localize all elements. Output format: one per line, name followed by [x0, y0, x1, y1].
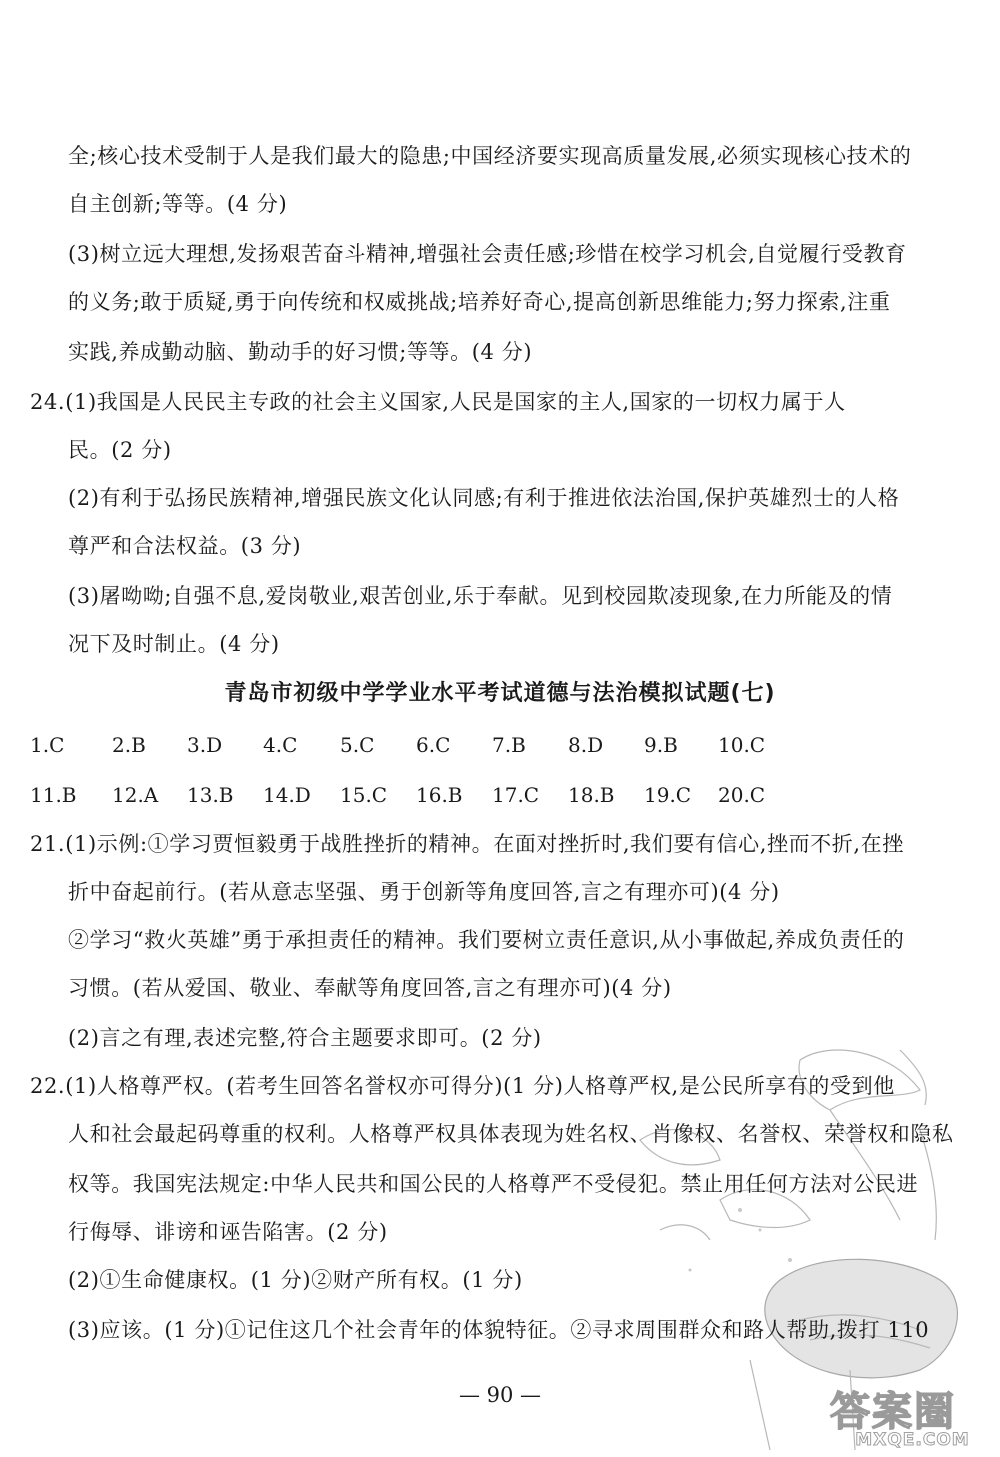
choice-answer: 11.B [30, 783, 77, 807]
choice-answer: 15.C [340, 783, 388, 807]
answer-text-line: 尊严和合法权益。(3 分) [68, 534, 302, 558]
choice-answer: 19.C [644, 783, 692, 807]
answer-text-line: 的义务;敢于质疑,勇于向传统和权威挑战;培养好奇心,提高创新思维能力;努力探索,注重 [68, 290, 891, 314]
answer-text-line: 行侮辱、诽谤和诬告陷害。(2 分) [68, 1220, 388, 1244]
choice-answer: 20.C [718, 783, 766, 807]
watermark-logo [830, 1380, 995, 1455]
choice-answer: 16.B [416, 783, 463, 807]
answer-text-line: (3)应该。(1 分)①记住这几个社会青年的体貌特征。②寻求周围群众和路人帮助,拨打 110 [68, 1318, 930, 1342]
choice-answer: 5.C [340, 733, 375, 757]
choice-answer: 8.D [568, 733, 604, 757]
choice-answer: 3.D [187, 733, 223, 757]
answer-text-line: (3)屠呦呦;自强不息,爱岗敬业,艰苦创业,乐于奉献。见到校园欺凌现象,在力所能及的情 [68, 584, 893, 608]
answer-text-line: (2)①生命健康权。(1 分)②财产所有权。(1 分) [68, 1268, 523, 1292]
choice-answer: 14.D [263, 783, 311, 807]
answer-text-line: 权等。我国宪法规定:中华人民共和国公民的人格尊严不受侵犯。禁止用任何方法对公民进 [68, 1172, 919, 1196]
choice-answer: 1.C [30, 733, 65, 757]
choice-answer: 4.C [263, 733, 298, 757]
answer-text-line: (2)有利于弘扬民族精神,增强民族文化认同感;有利于推进依法治国,保护英雄烈士的人格 [68, 486, 900, 510]
answer-text-line: (3)树立远大理想,发扬艰苦奋斗精神,增强社会责任感;珍惜在校学习机会,自觉履行受教育 [68, 242, 907, 266]
question-24-answer: 24.(1)我国是人民民主专政的社会主义国家,人民是国家的主人,国家的一切权力属于人 [30, 390, 846, 414]
choice-answer: 7.B [492, 733, 526, 757]
answer-text-line: 民。(2 分) [68, 438, 172, 462]
choice-answer: 10.C [718, 733, 766, 757]
answer-text-line: 自主创新;等等。(4 分) [68, 192, 288, 216]
choice-answer: 2.B [112, 733, 146, 757]
answer-text-line: 习惯。(若从爱国、敬业、奉献等角度回答,言之有理亦可)(4 分) [68, 976, 672, 1000]
answer-text-line: 人和社会最起码尊重的权利。人格尊严权具体表现为姓名权、肖像权、名誉权、荣誉权和隐私 [68, 1122, 954, 1146]
choice-answer: 6.C [416, 733, 451, 757]
answer-text-line: 况下及时制止。(4 分) [68, 632, 280, 656]
choice-answers-row-1 [30, 730, 990, 760]
choice-answer: 17.C [492, 783, 540, 807]
watermark-logo-text: 答案圈 [830, 1389, 956, 1435]
choice-answer: 12.A [112, 783, 159, 807]
answer-text-line: 实践,养成勤动脑、勤动手的好习惯;等等。(4 分) [68, 340, 533, 364]
answer-text-line: 折中奋起前行。(若从意志坚强、勇于创新等角度回答,言之有理亦可)(4 分) [68, 880, 780, 904]
answer-text-line: ②学习“救火英雄”勇于承担责任的精神。我们要树立责任意识,从小事做起,养成负责任的 [68, 928, 905, 952]
answer-text-line: (2)言之有理,表述完整,符合主题要求即可。(2 分) [68, 1026, 542, 1050]
choice-answers-row-2 [30, 780, 990, 810]
choice-answer: 9.B [644, 733, 678, 757]
answer-text-line: 全;核心技术受制于人是我们最大的隐患;中国经济要实现高质量发展,必须实现核心技术的 [68, 144, 912, 168]
watermark-url: MXQE.COM [855, 1430, 970, 1450]
question-21-answer: 21.(1)示例:①学习贾恒毅勇于战胜挫折的精神。在面对挫折时,我们要有信心,挫而不折,在挫 [30, 832, 904, 856]
question-22-answer: 22.(1)人格尊严权。(若考生回答名誉权亦可得分)(1 分)人格尊严权,是公民所享有的受到他 [30, 1074, 895, 1098]
page-number: — 90 — [458, 1383, 542, 1407]
choice-answer: 18.B [568, 783, 615, 807]
choice-answer: 13.B [187, 783, 234, 807]
section-title: 青岛市初级中学学业水平考试道德与法治模拟试题(七) [224, 681, 776, 706]
